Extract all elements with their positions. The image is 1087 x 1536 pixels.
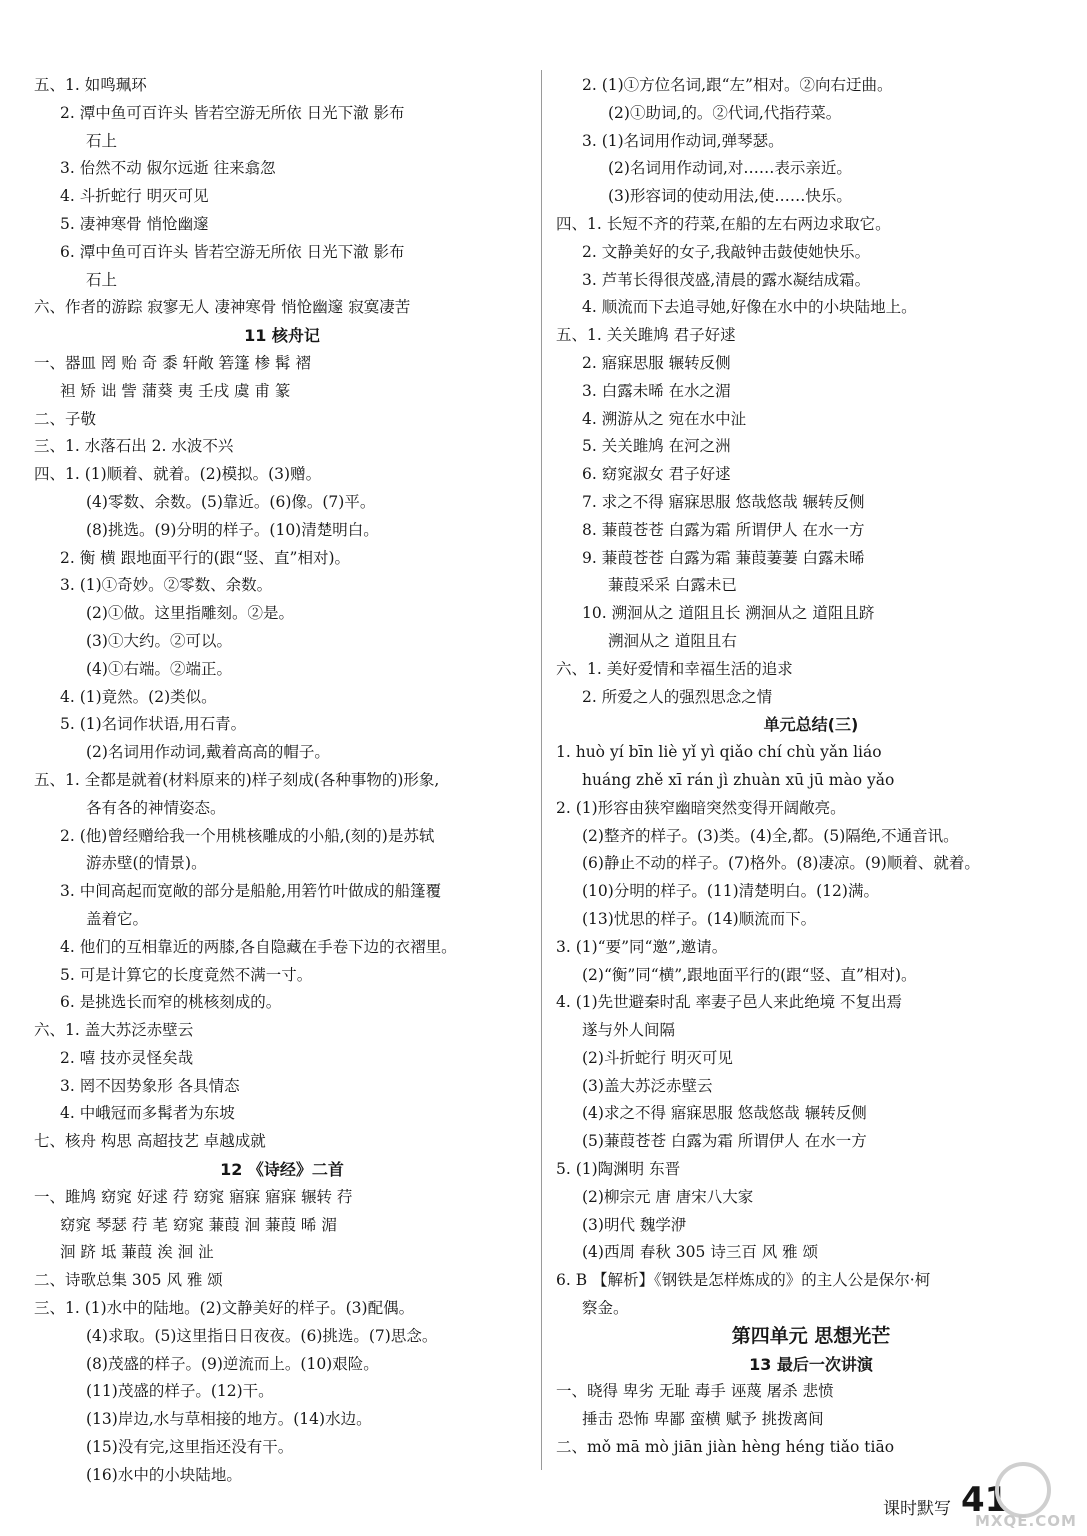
- text-line: 1. huò yí bīn liè yǐ yì qiǎo chí chù yǎn liáo: [556, 743, 882, 762]
- text-line: 5. 关关雎鸠 在河之洲: [582, 437, 731, 456]
- text-line: 6. 是挑选长而窄的桃核刻成的。: [60, 993, 282, 1012]
- text-line: 7. 求之不得 寤寐思服 悠哉悠哉 辗转反侧: [582, 492, 865, 511]
- text-line: 4. (1)竟然。(2)类似。: [60, 687, 217, 706]
- watermark-text: MXQE.COM: [975, 1512, 1077, 1530]
- text-line: 3. (1)名词用作动词,弹琴瑟。: [582, 131, 784, 150]
- text-line: 六、1. 美好爱情和幸福生活的追求: [556, 659, 793, 678]
- text-line: (5)蒹葭苍苍 白露为霜 所谓伊人 在水一方: [582, 1132, 867, 1151]
- text-line: 6. 窈窕淑女 君子好逑: [582, 465, 731, 484]
- text-line: (10)分明的样子。(11)清楚明白。(12)满。: [582, 882, 879, 901]
- text-line: (3)盖大苏泛赤壁云: [582, 1076, 713, 1095]
- text-line: (3)形容词的使动用法,使……快乐。: [608, 187, 852, 206]
- text-line: 8. 蒹葭苍苍 白露为霜 所谓伊人 在水一方: [582, 520, 865, 539]
- text-line: (15)没有完,这里指还没有干。: [86, 1438, 294, 1457]
- text-line: 袒 矫 诎 訾 蒲葵 夷 壬戌 虞 甫 篆: [60, 381, 291, 400]
- text-line: 2. 寤寐思服 辗转反侧: [582, 353, 731, 372]
- text-line: (8)茂盛的样子。(9)逆流而上。(10)艰险。: [86, 1354, 379, 1373]
- section-heading: 13 最后一次讲演: [749, 1354, 873, 1374]
- text-line: (2)斗折蛇行 明灭可见: [582, 1048, 733, 1067]
- text-line: 5. (1)陶渊明 东晋: [556, 1160, 681, 1179]
- text-line: 2. 文静美好的女子,我敲钟击鼓使她快乐。: [582, 242, 871, 261]
- text-line: 六、作者的游踪 寂寥无人 凄神寒骨 悄怆幽邃 寂寞凄苦: [34, 298, 411, 317]
- text-line: 4. 溯游从之 宛在水中沚: [582, 409, 747, 428]
- text-line: (4)零数、余数。(5)靠近。(6)像。(7)平。: [86, 492, 376, 511]
- text-line: (4)西周 春秋 305 诗三百 风 雅 颂: [582, 1243, 819, 1262]
- text-line: 游赤壁(的情景)。: [86, 854, 207, 873]
- text-line: 10. 溯洄从之 道阻且长 溯洄从之 道阻且跻: [582, 604, 875, 623]
- watermark-circle-icon: [995, 1462, 1051, 1518]
- text-line: 3. 罔不因势象形 各具情态: [60, 1076, 240, 1095]
- text-line: 3. 佁然不动 俶尔远逝 往来翕忽: [60, 159, 276, 178]
- text-line: 一、器皿 罔 贻 奇 黍 轩敞 箬篷 椮 髯 褶: [34, 353, 311, 372]
- text-line: (16)水中的小块陆地。: [86, 1465, 242, 1484]
- text-line: 察金。: [582, 1299, 629, 1318]
- text-line: (13)岸边,水与草相接的地方。(14)水边。: [86, 1410, 372, 1429]
- text-line: (3)明代 魏学洢: [582, 1215, 687, 1234]
- text-line: 2. 所爱之人的强烈思念之情: [582, 687, 773, 706]
- text-line: 3. 芦苇长得很茂盛,清晨的露水凝结成霜。: [582, 270, 871, 289]
- text-line: 6. 潭中鱼可百许头 皆若空游无所依 日光下澈 影布: [60, 242, 405, 261]
- text-line: 4. 顺流而下去追寻她,好像在水中的小块陆地上。: [582, 298, 917, 317]
- text-line: 2. 衡 横 跟地面平行的(跟“竖、直”相对)。: [60, 548, 351, 567]
- text-line: 二、诗歌总集 305 风 雅 颂: [34, 1271, 223, 1290]
- text-line: 五、1. 关关雎鸠 君子好逑: [556, 326, 736, 345]
- text-line: 捶击 恐怖 卑鄙 蛮横 赋予 挑拨离间: [582, 1410, 824, 1429]
- text-line: 盖着它。: [86, 909, 149, 928]
- text-line: 5. 凄神寒骨 悄怆幽邃: [60, 214, 209, 233]
- text-line: 洄 跻 坻 蒹葭 涘 洄 沚: [60, 1243, 214, 1262]
- text-line: 2. (他)曾经赠给我一个用桃核雕成的小船,(刻的)是苏轼: [60, 826, 435, 845]
- section-heading: 单元总结(三): [763, 715, 859, 735]
- text-line: 2. 潭中鱼可百许头 皆若空游无所依 日光下澈 影布: [60, 103, 405, 122]
- text-line: 石上: [86, 270, 118, 289]
- text-line: 3. (1)①奇妙。②零数、余数。: [60, 576, 273, 595]
- column-divider: [541, 70, 542, 1470]
- section-heading: 第四单元 思想光芒: [731, 1324, 891, 1347]
- text-line: 4. 中峨冠而多髯者为东坡: [60, 1104, 235, 1123]
- text-line: (2)名词用作动词,戴着高高的帽子。: [86, 743, 330, 762]
- text-line: 二、子敬: [34, 409, 97, 428]
- text-line: 七、核舟 构思 高超技艺 卓越成就: [34, 1132, 266, 1151]
- text-line: 9. 蒹葭苍苍 白露为霜 蒹葭萋萋 白露未晞: [582, 548, 865, 567]
- text-line: 4. 斗折蛇行 明灭可见: [60, 187, 209, 206]
- text-line: (13)忧思的样子。(14)顺流而下。: [582, 909, 817, 928]
- text-line: (4)①右端。②端正。: [86, 659, 232, 678]
- text-line: (2)柳宗元 唐 唐宋八大家: [582, 1187, 754, 1206]
- watermark-logo: [975, 1462, 1075, 1532]
- text-line: (11)茂盛的样子。(12)干。: [86, 1382, 274, 1401]
- text-line: 5. 可是计算它的长度竟然不满一寸。: [60, 965, 313, 984]
- text-line: 溯洄从之 道阻且右: [608, 631, 737, 650]
- text-line: (2)“衡”同“横”,跟地面平行的(跟“竖、直”相对)。: [582, 965, 917, 984]
- text-line: (2)名词用作动词,对……表示亲近。: [608, 159, 852, 178]
- text-line: 三、1. (1)水中的陆地。(2)文静美好的样子。(3)配偶。: [34, 1299, 415, 1318]
- text-line: (2)整齐的样子。(3)类。(4)全,都。(5)隔绝,不通音讯。: [582, 826, 959, 845]
- right-column: [556, 72, 1066, 1462]
- text-line: (8)挑选。(9)分明的样子。(10)清楚明白。: [86, 520, 379, 539]
- text-line: (4)求之不得 寤寐思服 悠哉悠哉 辗转反侧: [582, 1104, 867, 1123]
- section-heading: 11 核舟记: [244, 326, 320, 346]
- text-line: 5. (1)名词作状语,用石青。: [60, 715, 247, 734]
- text-line: 3. 中间高起而宽敞的部分是船舱,用箬竹叶做成的船篷覆: [60, 882, 442, 901]
- text-line: 3. (1)“要”同“邀”,邀请。: [556, 937, 728, 956]
- text-line: huáng zhě xī rán jì zhuàn xū jū mào yǎo: [582, 770, 895, 789]
- text-line: 一、雎鸠 窈窕 好逑 荇 窈窕 寤寐 寤寐 辗转 荇: [34, 1187, 353, 1206]
- text-line: (6)静止不动的样子。(7)格外。(8)凄凉。(9)顺着、就着。: [582, 854, 980, 873]
- text-line: 窈窕 琴瑟 荇 芼 窈窕 蒹葭 洄 蒹葭 晞 湄: [60, 1215, 337, 1234]
- text-line: (4)求取。(5)这里指日日夜夜。(6)挑选。(7)思念。: [86, 1326, 438, 1345]
- text-line: 各有各的神情姿态。: [86, 798, 226, 817]
- text-line: 4. (1)先世避秦时乱 率妻子邑人来此绝境 不复出焉: [556, 993, 903, 1012]
- text-line: 三、1. 水落石出 2. 水波不兴: [34, 437, 234, 456]
- text-line: 六、1. 盖大苏泛赤壁云: [34, 1021, 194, 1040]
- text-line: 2. 嘻 技亦灵怪矣哉: [60, 1048, 194, 1067]
- text-line: 蒹葭采采 白露未已: [608, 576, 737, 595]
- text-line: 五、1. 全都是就着(材料原来的)样子刻成(各种事物的)形象,: [34, 770, 440, 789]
- text-line: (2)①助词,的。②代词,代指荇菜。: [608, 103, 842, 122]
- left-column: [34, 72, 530, 1490]
- text-line: 二、mǒ mā mò jiān jiàn hèng héng tiǎo tiāo: [556, 1438, 895, 1457]
- text-line: 2. (1)形容由狭窄幽暗突然变得开阔敞亮。: [556, 798, 846, 817]
- text-line: 石上: [86, 131, 118, 150]
- text-line: 6. B 【解析】《钢铁是怎样炼成的》的主人公是保尔·柯: [556, 1271, 931, 1290]
- footer-label: 课时默写: [883, 1499, 951, 1519]
- text-line: 四、1. 长短不齐的荇菜,在船的左右两边求取它。: [556, 214, 891, 233]
- section-heading: 12 《诗经》二首: [220, 1160, 344, 1180]
- page-number: 41: [961, 1480, 1009, 1520]
- text-line: 一、晓得 卑劣 无耻 毒手 诬蔑 屠杀 悲愤: [556, 1382, 834, 1401]
- text-line: 遂与外人间隔: [582, 1021, 676, 1040]
- text-line: 2. (1)①方位名词,跟“左”相对。②向右迂曲。: [582, 76, 893, 94]
- text-line: 四、1. (1)顺着、就着。(2)模拟。(3)赠。: [34, 465, 322, 484]
- text-line: 五、1. 如鸣珮环: [34, 76, 147, 94]
- text-line: (3)①大约。②可以。: [86, 631, 232, 650]
- text-line: 4. 他们的互相靠近的两膝,各自隐藏在手卷下边的衣褶里。: [60, 937, 457, 956]
- text-line: 3. 白露未晞 在水之湄: [582, 381, 731, 400]
- text-line: (2)①做。这里指雕刻。②是。: [86, 604, 294, 623]
